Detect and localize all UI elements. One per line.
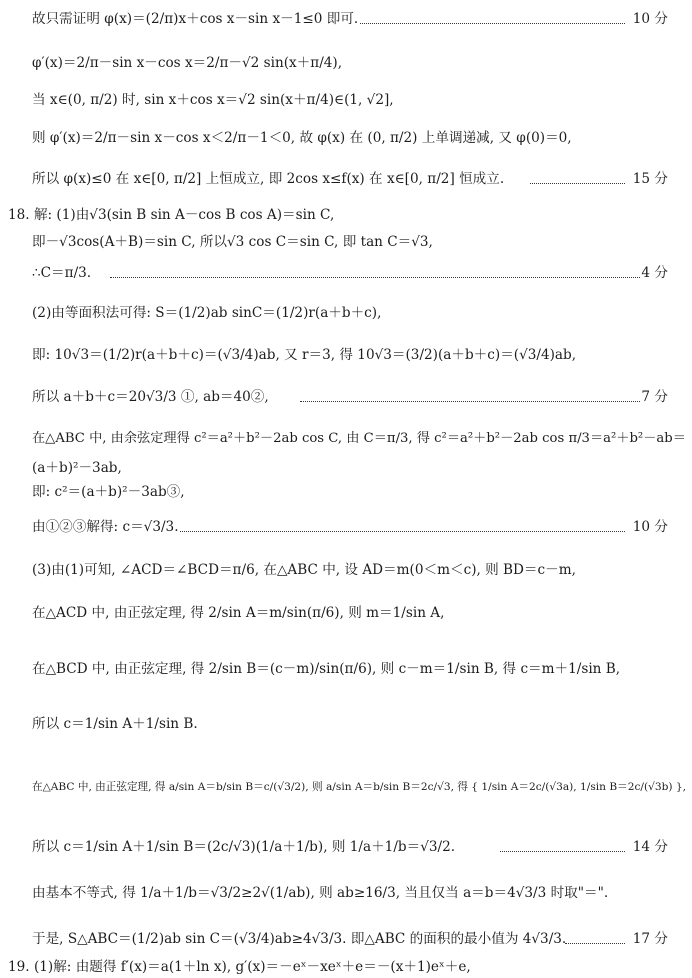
line-24: 19. (1)解: 由题得 f′(x)＝a(1＋ln x), g′(x)＝－eˣ－xeˣ＋e＝－(x＋1)eˣ＋e,: [8, 959, 471, 975]
line-1: 故只需证明 φ(x)＝(2/π)x＋cos x－sin x－1≤0 即可.: [32, 11, 359, 27]
line-3: 当 x∈(0, π/2) 时, sin x＋cos x＝√2 sin(x＋π/4)∈(1, √2],: [32, 92, 394, 108]
line-11: 所以 a＋b＋c＝20√3/3 ①, ab＝40②,: [32, 389, 269, 405]
line-16: (3)由(1)可知, ∠ACD＝∠BCD＝π/6, 在△ABC 中, 设 AD＝m(0＜m＜c), 则 BD＝c－m,: [32, 562, 576, 578]
line-13: (a＋b)²－3ab,: [32, 460, 122, 476]
dot-leader: [110, 276, 640, 278]
line-15: 由①②③解得: c＝√3/3.: [32, 519, 179, 535]
dot-leader: [565, 942, 625, 944]
score-label: 7 分: [641, 389, 668, 405]
line-8: ∴C＝π/3.: [32, 265, 92, 281]
dot-leader: [360, 22, 625, 24]
line-7: 即－√3cos(A＋B)＝sin C, 所以√3 cos C＝sin C, 即 tan C＝√3,: [32, 234, 433, 250]
line-4: 则 φ′(x)＝2/π－sin x－cos x＜2/π－1＜0, 故 φ(x) 在 (0, π/2) 上单调递减, 又 φ(0)＝0,: [32, 130, 572, 146]
score-label: 10 分: [632, 11, 668, 27]
line-10: 即: 10√3＝(1/2)r(a＋b＋c)＝(√3/4)ab, 又 r＝3, 得 10√3＝(3/2)(a＋b＋c)＝(√3/4)ab,: [32, 347, 577, 363]
dot-leader: [530, 182, 625, 184]
line-18: 在△BCD 中, 由正弦定理, 得 2/sin B＝(c－m)/sin(π/6), 则 c－m＝1/sin B, 得 c＝m＋1/sin B,: [32, 661, 621, 677]
line-5: 所以 φ(x)≤0 在 x∈[0, π/2] 上恒成立, 即 2cos x≤f(x) 在 x∈[0, π/2] 恒成立.: [32, 171, 505, 187]
line-6: 18. 解: (1)由√3(sin B sin A－cos B cos A)＝sin C,: [8, 207, 335, 223]
dot-leader: [300, 400, 640, 402]
line-9: (2)由等面积法可得: S＝(1/2)ab sinC＝(1/2)r(a＋b＋c),: [32, 305, 382, 321]
score-label: 15 分: [632, 171, 668, 187]
score-label: 17 分: [632, 931, 668, 947]
score-label: 10 分: [632, 519, 668, 535]
line-20: 在△ABC 中, 由正弦定理, 得 a/sin A＝b/sin B＝c/(√3/2), 则 a/sin A＝b/sin B＝2c/√3, 得 { 1/sin A＝2c/(√3a), 1/sin B＝2c/(√3b) },: [32, 781, 686, 793]
line-22: 由基本不等式, 得 1/a＋1/b＝√3/2≥2√(1/ab), 则 ab≥16/3, 当且仅当 a＝b＝4√3/3 时取"＝".: [32, 885, 609, 901]
line-17: 在△ACD 中, 由正弦定理, 得 2/sin A＝m/sin(π/6), 则 m＝1/sin A,: [32, 605, 445, 621]
score-label: 4 分: [641, 265, 668, 281]
line-19: 所以 c＝1/sin A＋1/sin B.: [32, 716, 198, 732]
line-14: 即: c²＝(a＋b)²－3ab③,: [32, 484, 185, 500]
line-12: 在△ABC 中, 由余弦定理得 c²＝a²＋b²－2ab cos C, 由 C＝π/3, 得 c²＝a²＋b²－2ab cos π/3＝a²＋b²－ab＝: [32, 431, 686, 446]
dot-leader: [500, 850, 625, 852]
line-23: 于是, S△ABC＝(1/2)ab sin C＝(√3/4)ab≥4√3/3. 即△ABC 的面积的最小值为 4√3/3.: [32, 931, 567, 947]
line-21: 所以 c＝1/sin A＋1/sin B＝(2c/√3)(1/a＋1/b), 则 1/a＋1/b＝√3/2.: [32, 839, 456, 855]
score-label: 14 分: [632, 839, 668, 855]
line-2: φ′(x)＝2/π－sin x－cos x＝2/π－√2 sin(x＋π/4),: [32, 55, 343, 71]
dot-leader: [180, 530, 625, 532]
